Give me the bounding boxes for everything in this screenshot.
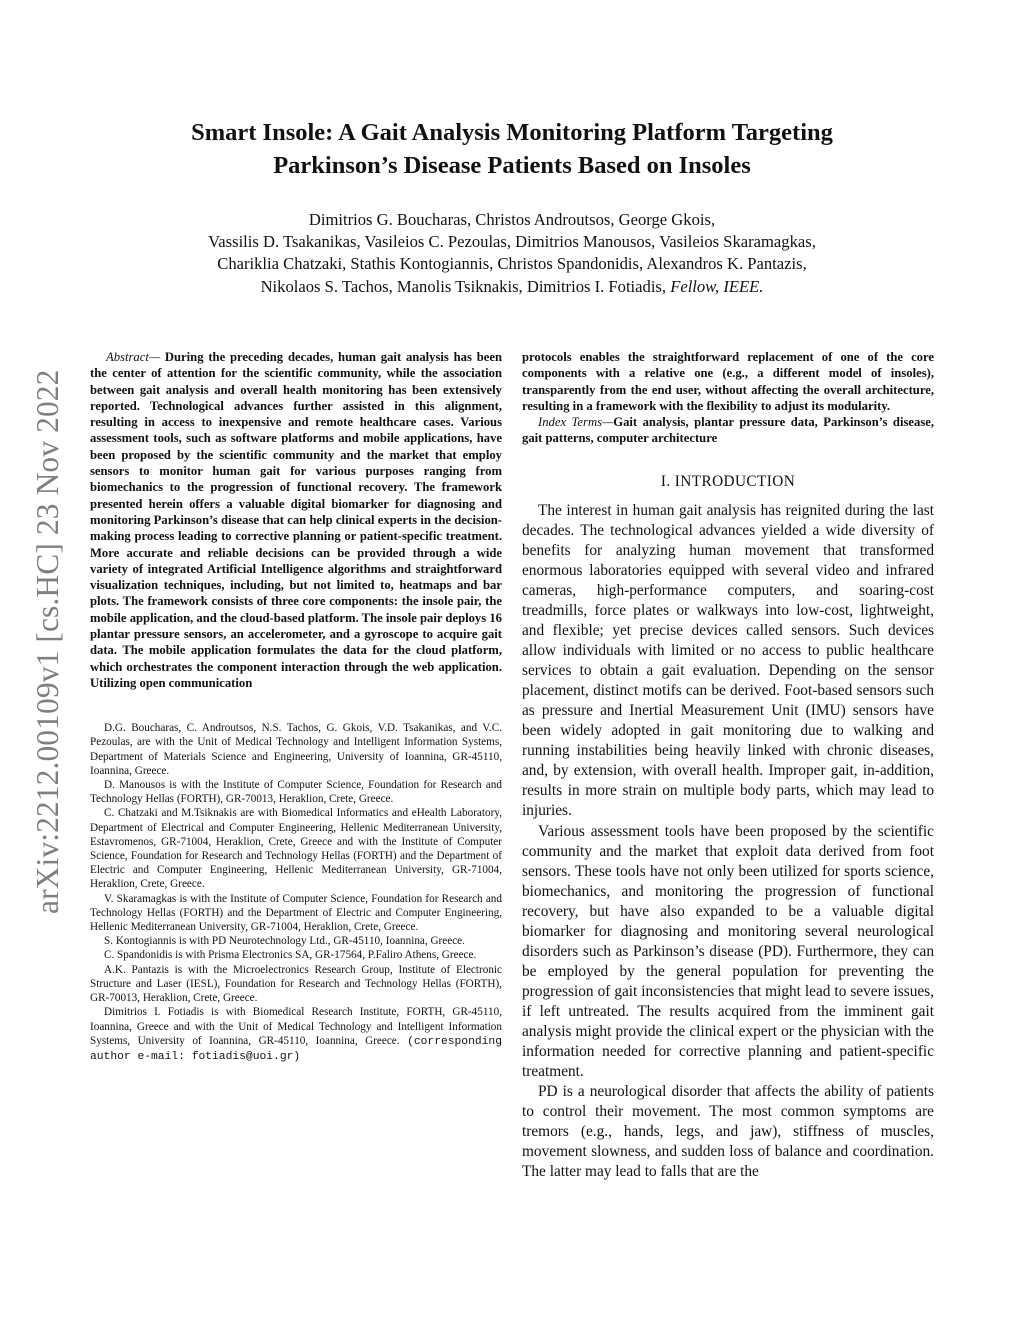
author-line-1: Dimitrios G. Boucharas, Christos Androutsos, George Gkois, [308,210,716,229]
author-line-4 [0,276,1024,298]
abstract-text: During the preceding decades, human gait analysis has been the center of attention for the scientific community, while the association between gait analysis and overall health monitoring has been extensively reported. Technological advances further assisted in this alignment, resulting in access to inexpensive and remote healthcare cases. Various assessment tools, such as software platforms and mobile applications, have been proposed by the scientific community and the market that employ sensors to monitor human gait for various purposes ranging from biomechanics to the progression of functional recovery. The framework presented herein offers a valuable digital biomarker for diagnosing and monitoring Parkinson’s disease that can help clinical experts in the decision-making process leading to corrective planning or patient-specific treatment. More accurate and reliable decisions can be provided through a wide variety of integrated Artificial Intelligence algorithms and straightforward visualization techniques, including, but not limited to, heatmaps and bar plots. The framework consists of three core components: the insole pair, the mobile application, and the cloud-based platform. The insole pair deploys 16 plantar pressure sensors, an accelerometer, and a gyroscope to acquire gait data. The mobile application formulates the data for the cloud platform, which orchestrates the component interaction through the web application. Utilizing open communication [90,350,502,690]
author-line-4-names: Nikolaos S. Tachos, Manolis Tsiknakis, Dimitrios I. Fotiadis, [260,276,671,296]
abstract [90,349,502,691]
index-terms-label: Index Terms— [538,415,614,430]
footnote-7: A.K. Pantazis is with the Microelectronics Research Group, Institute of Electronic Structure and Laser (IESL), Foundation for Research and Technology Hellas (FORTH), GR-70013, Heraklion, Crete, Greece. [90,963,502,1005]
paper-title-line-1: Smart Insole: A Gait Analysis Monitoring Platform Targeting [191,119,833,146]
abstract-continued: protocols enables the straightforward replacement of one of the core components with a relative one (e.g., a different model of insoles), transparently from the end user, without affecting the overall architecture, resulting in a framework with the flexibility to adjust its modularity. [522,350,934,413]
footnote-1: D.G. Boucharas, C. Androutsos, N.S. Tachos, G. Gkois, V.D. Tsakanikas, and V.C. Pezoulas, are with the Unit of Medical Technology and Intelligent Information Systems, Department of Materials Science and Engineering, University of Ioannina, GR-45110, Ioannina, Greece. [90,722,502,777]
footnote-8-text: Dimitrios I. Fotiadis is with Biomedical Research Institute, FORTH, GR-45110, Ioannina, Greece and with the Unit of Medical Technology and Intelligent Information Systems, University of Ioannina, GR-45110, Ioannina, Greece. [90,1006,502,1047]
index-terms-text: Gait analysis, plantar pressure data, Parkinson’s disease, gait patterns, computer architecture [522,415,935,446]
paragraph-1: The interest in human gait analysis has reignited during the last decades. The technological advances yielded a wide diversity of benefits for analyzing human movement that transformed enormous laboratories equipped with several video and infrared cameras, high-performance computers, and soaring-cost treadmills, force plates or walkways into low-cost, lightweight, and flexible; yet precise devices called sensors. Such devices allow individuals with limited or no access to public healthcare services to obtain a gait evaluation. Depending on the sensor placement, distinct motifs can be derived. Foot-based sensors such as pressure and Inertial Measurement Unit (IMU) sensors have been widely adopted in gait monitoring due to walking and running instabilities being heavily linked with chronic diseases, and, by extension, with overall health. Improper gait, in-addition, results in more strain on multiple body parts, which may lead to injuries. [522,501,934,820]
paper-title [0,116,1024,182]
author-line-3: Chariklia Chatzaki, Stathis Kontogiannis, Christos Spandonidis, Alexandros K. Pantazis, [217,254,807,274]
left-column [90,349,502,1064]
footnote-3: C. Chatzaki and M.Tsiknakis are with Biomedical Informatics and eHealth Laboratory, Department of Electrical and Computer Engineering, Hellenic Mediterranean University, Estavromenos, GR-71004, Heraklion, Crete, Greece and with the Institute of Computer Science, Foundation for Research and Technology Hellas (FORTH) and the Department of Electric and Computer Engineering, Hellenic Mediterranean University, GR-71004, Heraklion, Crete, Greece. [90,807,502,891]
footnotes [90,721,502,1064]
paragraph-3: PD is a neurological disorder that affects the ability of patients to control their movement. The most common symptoms are tremors (e.g., hands, legs, and jaw), stiffness of muscles, movement slowness, and sudden loss of balance and coordination. The latter may lead to falls that are the [522,1083,934,1181]
paper-title-line-2: Parkinson’s Disease Patients Based on Insoles [273,152,751,179]
author-list [0,209,1024,298]
fellow-ieee: Fellow, IEEE. [670,276,764,296]
footnote-4: V. Skaramagkas is with the Institute of Computer Science, Foundation for Research and Technology Hellas (FORTH) and the Department of Electric and Computer Engineering, Hellenic Mediterranean University, GR-71004, Heraklion, Crete, Greece. [90,892,502,934]
author-line-2: Vassilis D. Tsakanikas, Vasileios C. Pezoulas, Dimitrios Manousos, Vasileios Skaramagkas, [208,232,816,252]
arxiv-stamp: arXiv:2212.00109v1 [cs.HC] 23 Nov 2022 [30,369,65,915]
footnote-8 [90,1005,502,1064]
footnote-5: S. Kontogiannis is with PD Neurotechnology Ltd., GR-45110, Ioannina, Greece. [104,935,465,948]
right-column [522,349,934,1182]
footnote-6: C. Spandonidis is with Prisma Electronics SA, GR-17564, P.Faliro Athens, Greece. [104,949,477,962]
section-body [522,501,934,1183]
index-terms [522,414,934,447]
section-heading: I. INTRODUCTION [660,472,796,490]
corresponding-author-email: (corresponding author e-mail: fotiadis@uoi.gr) [90,1035,502,1063]
footnote-2: D. Manousos is with the Institute of Computer Science, Foundation for Research and Technology Hellas (FORTH), GR-70013, Heraklion, Crete, Greece. [90,779,502,806]
paragraph-2: Various assessment tools have been proposed by the scientific community and the market that exploit data derived from foot sensors. These tools have not only been utilized for sports science, biomechanics, and monitoring the progression of functional recovery, but have also expanded to be a valuable digital biomarker for diagnosing and monitoring several neurological disorders such as Parkinson’s disease (PD). Furthermore, they can be employed by the general population for preventing the progression of gait inconsistencies that might lead to severe issues, if left untreated. The results acquired from the imminent gait analysis might provide the clinical expert or the physician with the information needed for corrective planning and patient-specific treatment. [522,822,934,1081]
abstract-label: Abstract— [106,350,161,364]
